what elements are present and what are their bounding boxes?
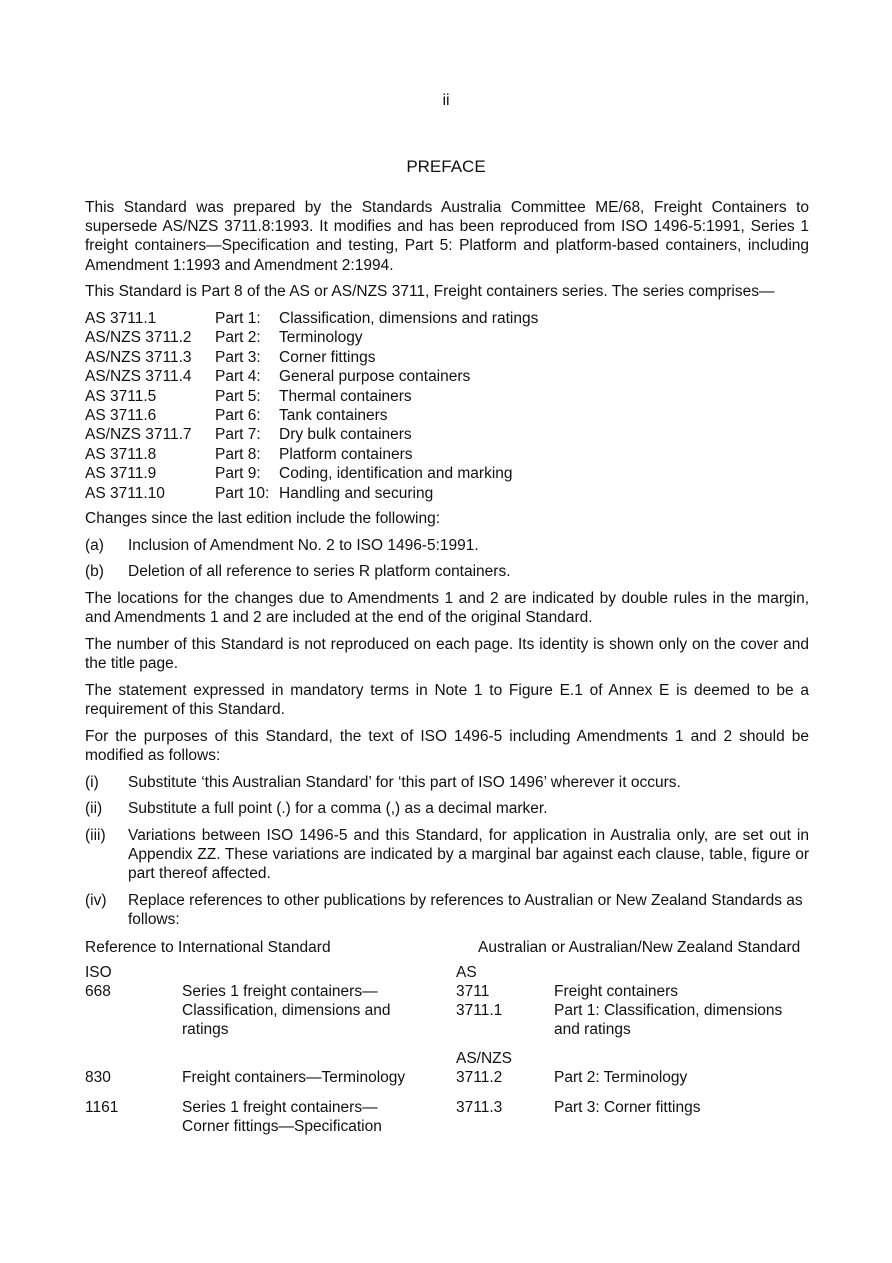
series-code: AS 3711.1 (85, 310, 157, 328)
modification-text: Replace references to other publications by references to Australian or New Zealand Standards as follows: (128, 892, 803, 929)
iso-title: Freight containers—Terminology (182, 1068, 406, 1086)
iso-number: 668 (85, 982, 111, 1000)
series-row (85, 328, 809, 347)
change-item (85, 562, 809, 581)
modification-text: Substitute ‘this Australian Standard’ for ‘this part of ISO 1496’ wherever it occurs. (128, 773, 681, 791)
series-list (85, 309, 809, 503)
change-text: Deletion of all reference to series R platform containers. (128, 563, 511, 581)
series-code: AS 3711.5 (85, 387, 157, 405)
series-title: Classification, dimensions and ratings (279, 310, 539, 328)
series-code: AS 3711.6 (85, 406, 157, 424)
intro-paragraph-1: This Standard was prepared by the Standards Australia Committee ME/68, Freight Containers to supersede AS/NZS 3711.8:1993. It modifies and has been reproduced from ISO 1496-5:1991, Series 1 freight containers—Specification and testing, Part 5: Platform and platform-based containers, including Amendment 1:1993 and Amendment 2:1994. (85, 199, 809, 274)
series-title: Tank containers (279, 406, 388, 424)
iso-number: 1161 (85, 1099, 119, 1116)
reference-row (85, 1068, 809, 1087)
series-title: Thermal containers (279, 387, 412, 405)
amendment-locations-paragraph: The locations for the changes due to Amendments 1 and 2 are indicated by double rules in the margin, and Amendments 1 and 2 are included at the end of the original Standard. (85, 590, 809, 627)
iso-title: Series 1 freight containers—Corner fittings—Specification (182, 1099, 382, 1136)
preface-body (85, 198, 809, 1136)
change-text: Inclusion of Amendment No. 2 to ISO 1496-5:1991. (128, 536, 479, 554)
modification-item (85, 799, 809, 818)
as-number: 3711 (456, 982, 490, 1000)
series-row (85, 445, 809, 464)
series-row (85, 367, 809, 386)
as-number: 3711.3 (456, 1099, 503, 1116)
series-title: Handling and securing (279, 484, 434, 502)
series-title: Terminology (279, 329, 363, 347)
series-title: Dry bulk containers (279, 426, 412, 444)
iso-number: 830 (85, 1068, 111, 1086)
series-part: Part 4: (215, 368, 261, 386)
changes-intro: Changes since the last edition include the following: (85, 509, 441, 527)
iso-label: ISO (85, 963, 112, 981)
international-standard-heading: Reference to International Standard (85, 938, 331, 956)
as-title: Part 3: Corner fittings (554, 1099, 701, 1116)
as-title: Freight containers (554, 982, 679, 1000)
series-row (85, 425, 809, 444)
series-title: Platform containers (279, 445, 413, 463)
intro-paragraph-2: This Standard is Part 8 of the AS or AS/NZS 3711, Freight containers series. The series comprises— (85, 283, 775, 301)
modification-marker: (ii) (85, 800, 103, 818)
change-item (85, 536, 809, 555)
series-row (85, 309, 809, 328)
series-code: AS 3711.10 (85, 484, 165, 502)
series-part: Part 7: (215, 426, 261, 444)
series-title: Corner fittings (279, 348, 376, 366)
series-code: AS/NZS 3711.4 (85, 368, 192, 386)
reference-labels-row (85, 1049, 809, 1068)
change-marker: (a) (85, 536, 104, 554)
modification-marker: (iii) (85, 827, 106, 845)
reference-labels-row (85, 963, 809, 982)
series-part: Part 3: (215, 348, 261, 366)
series-part: Part 1: (215, 310, 261, 328)
modification-intro-paragraph: For the purposes of this Standard, the text of ISO 1496-5 including Amendments 1 and 2 should be modified as follows: (85, 727, 809, 764)
as-label: AS (456, 963, 477, 981)
iso-title: Series 1 freight containers—Classification, dimensions and ratings (182, 982, 391, 1039)
standard-number-paragraph: The number of this Standard is not reproduced on each page. Its identity is shown only on the cover and the title page. (85, 635, 809, 673)
as-number: 3711.1 (456, 1002, 503, 1020)
series-row (85, 387, 809, 406)
reference-table-header (85, 938, 809, 957)
modification-marker: (iv) (85, 892, 107, 910)
series-code: AS/NZS 3711.7 (85, 426, 192, 444)
series-row (85, 406, 809, 425)
as-title: Part 2: Terminology (554, 1068, 688, 1086)
series-part: Part 2: (215, 329, 261, 347)
modification-marker: (i) (85, 773, 99, 791)
asnzs-label: AS/NZS (456, 1049, 512, 1067)
series-code: AS 3711.9 (85, 465, 157, 483)
change-marker: (b) (85, 563, 104, 581)
series-code: AS/NZS 3711.2 (85, 329, 192, 347)
series-part: Part 9: (215, 465, 261, 483)
modification-item (85, 773, 809, 792)
series-row (85, 464, 809, 483)
modification-text: Substitute a full point (.) for a comma (,) as a decimal marker. (128, 800, 548, 818)
series-row (85, 484, 809, 503)
modification-text: Variations between ISO 1496-5 and this Standard, for application in Australia only, are set out in Appendix ZZ. These variations are indicated by a marginal bar against each clause, table, figure or part thereof affected. (128, 827, 809, 883)
series-part: Part 10: (215, 484, 270, 502)
series-part: Part 8: (215, 445, 261, 463)
series-code: AS/NZS 3711.3 (85, 348, 192, 366)
reference-row (85, 982, 809, 1040)
australian-standard-heading: Australian or Australian/New Zealand Standard (478, 938, 801, 956)
series-part: Part 5: (215, 387, 261, 405)
mandatory-terms-paragraph: The statement expressed in mandatory terms in Note 1 to Figure E.1 of Annex E is deemed to be a requirement of this Standard. (85, 681, 809, 719)
series-title: General purpose containers (279, 368, 471, 386)
series-code: AS 3711.8 (85, 445, 157, 463)
as-number: 3711.2 (456, 1068, 503, 1086)
reference-row (85, 1098, 809, 1136)
series-title: Coding, identification and marking (279, 465, 513, 483)
series-part: Part 6: (215, 406, 261, 424)
page-number: ii (442, 92, 450, 109)
as-title: Part 1: Classification, dimensions and ratings (554, 1002, 783, 1039)
series-row (85, 348, 809, 367)
preface-heading: PREFACE (406, 157, 486, 176)
reference-table (85, 963, 809, 1137)
modification-item (85, 826, 809, 884)
modification-item (85, 891, 809, 929)
